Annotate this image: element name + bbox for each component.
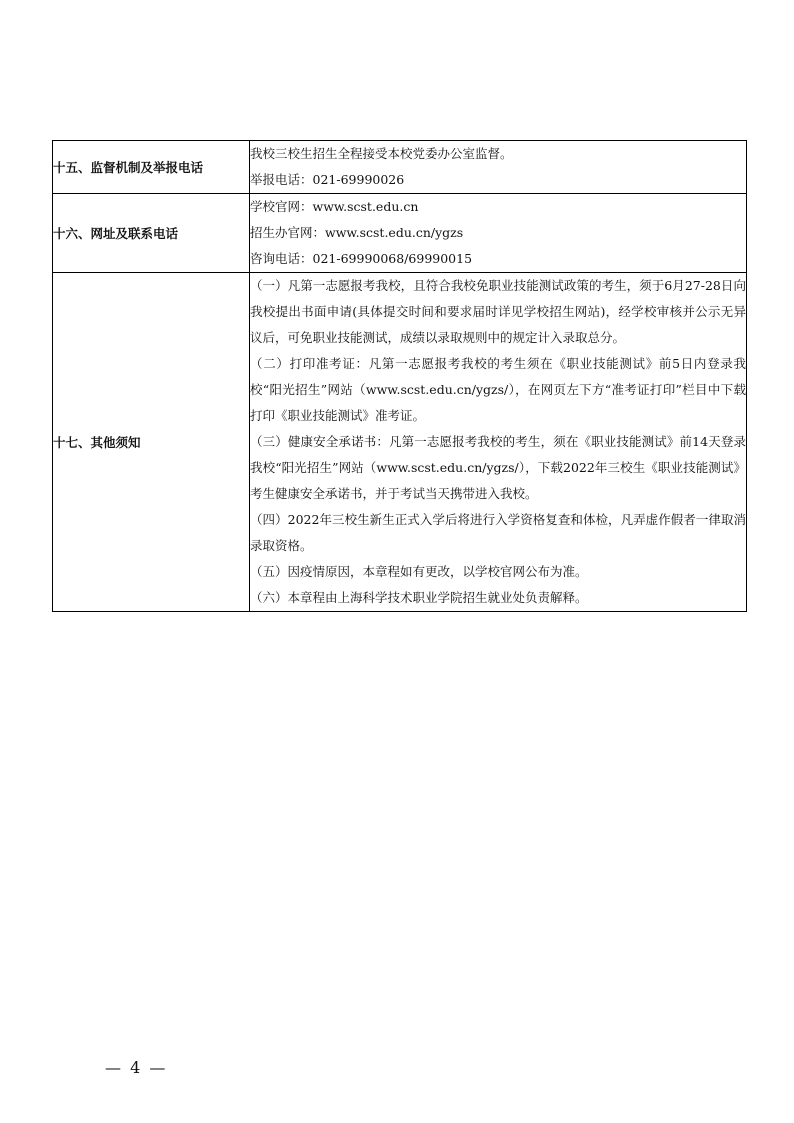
report-phone: 举报电话：021-69990026 [250,172,405,187]
table-row [53,273,747,612]
row-label-notes: 十七、其他须知 [53,273,250,612]
admissions-website: 招生办官网：www.scst.edu.cn/ygzs [250,225,464,240]
regulations-table [52,140,747,612]
school-website: 学校官网：www.scst.edu.cn [250,199,419,214]
note-4: （四）2022年三校生新生正式入学后将进行入学资格复查和体检，凡弄虚作假者一律取消录取资格。 [250,512,746,553]
note-2: （二）打印准考证：凡第一志愿报考我校的考生须在《职业技能测试》前5日内登录我校“阳光招生”网站（www.scst.edu.cn/ygzs/），在网页左下方“准考证打印”栏目中下载打印《职业技能测试》准考证。 [250,356,746,423]
table-row [53,141,747,194]
table-row [53,194,747,273]
note-5: （五）因疫情原因，本章程如有更改，以学校官网公布为准。 [250,564,588,579]
row-content-notes [250,273,747,612]
row-label-supervision: 十五、监督机制及举报电话 [53,141,250,194]
note-3: （三）健康安全承诺书：凡第一志愿报考我校的考生，须在《职业技能测试》前14天登录我校“阳光招生”网站（www.scst.edu.cn/ygzs/），下载2022年三校生《职业技能测试》考生健康安全承诺书，并于考试当天携带进入我校。 [250,434,746,501]
note-6: （六）本章程由上海科学技术职业学院招生就业处负责解释。 [250,590,588,605]
row-content-supervision [250,141,747,194]
row-content-contact [250,194,747,273]
inquiry-phone: 咨询电话：021-69990068/69990015 [250,251,473,266]
supervision-text: 我校三校生招生全程接受本校党委办公室监督。 [250,146,513,161]
row-label-contact: 十六、网址及联系电话 [53,194,250,273]
note-1: （一）凡第一志愿报考我校，且符合我校免职业技能测试政策的考生，须于6月27-28日向我校提出书面申请(具体提交时间和要求届时详见学校招生网站)，经学校审核并公示无异议后，可免职业技能测试，成绩以录取规则中的规定计入录取总分。 [250,278,746,345]
page-number: — 4 — [105,1058,168,1077]
